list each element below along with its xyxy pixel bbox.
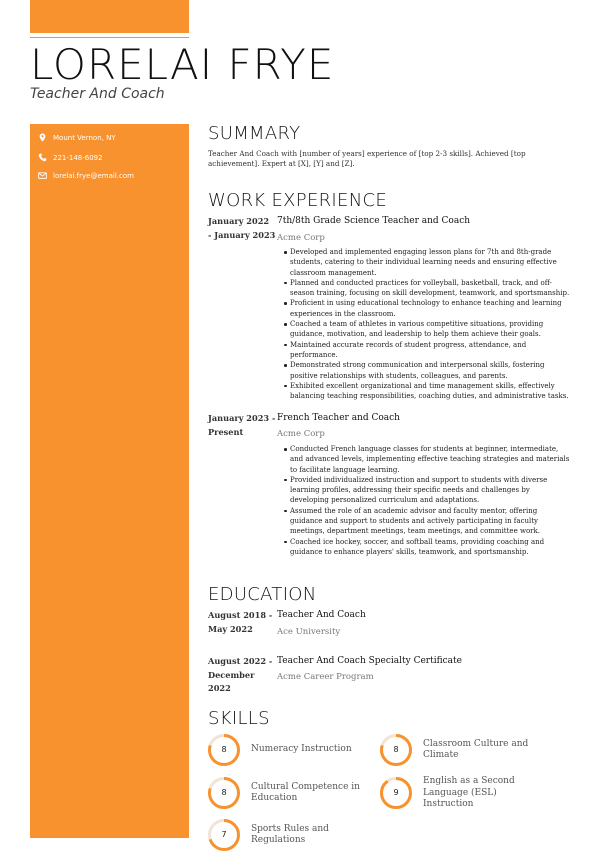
contact-phone-text: 221-148-6092 [53, 153, 103, 162]
education-date-end: December 2022 [208, 669, 255, 693]
job-date-start: January 2022 [208, 216, 270, 226]
header-accent-bar [30, 0, 189, 33]
contact-phone [38, 153, 103, 162]
job-date-end: Present [208, 426, 244, 437]
skill-rating-ring [379, 733, 413, 767]
skill-rating-ring [207, 733, 241, 767]
education-date [208, 655, 276, 696]
skill-rating: 8 [221, 745, 227, 754]
skill-rating: 9 [393, 788, 399, 798]
header-accent-line [30, 37, 189, 38]
summary-heading: SUMMARY [208, 123, 301, 144]
skill-name: Classroom Culture and Climate [423, 738, 529, 760]
skill-item [379, 733, 543, 767]
skill-rating: 7 [221, 830, 227, 839]
job-title: 7th/8th Grade Science Teacher and Coach [277, 216, 471, 226]
contact-location [38, 133, 116, 142]
education-date-end: May 2022 [208, 623, 253, 634]
education-heading: EDUCATION [208, 584, 317, 605]
skill-item [379, 776, 543, 811]
contact-email-text[interactable]: lorelai.frye@email.com [53, 171, 134, 180]
summary-text: Teacher And Coach with [number of years] experience of [top 2-3 skills]. Achieved [top achievement]. Expert at [X], [Y] and [Z]. [208, 149, 526, 168]
skill-rating: 8 [393, 745, 399, 754]
job-bullet: Exhibited excellent organizational and time management skills, effectively balancing teaching responsibilities, coaching duties, and administrative tasks. [290, 381, 569, 401]
education-degree: Teacher And Coach Specialty Certificate [277, 656, 462, 666]
job-bullet: Proficient in using educational technology to enhance teaching and learning experiences in the classroom. [290, 298, 570, 319]
job-date-end: - January 2023 [208, 229, 276, 240]
candidate-role: Teacher And Coach [30, 86, 165, 102]
job-date-start: January 2023 - [208, 413, 276, 423]
skill-name: English as a Second Language (ESL) Instruction [423, 776, 515, 809]
envelope-icon [38, 171, 47, 180]
skills-heading: SKILLS [208, 708, 270, 729]
education-degree: Teacher And Coach [277, 610, 366, 620]
education-date [208, 609, 276, 636]
job-date [208, 412, 276, 439]
contact-location-text: Mount Vernon, NY [53, 133, 116, 142]
work-experience-heading: WORK EXPERIENCE [208, 190, 388, 211]
job-bullet: Assumed the role of an academic advisor and faculty mentor, offering guidance and support to students and actively participating in faculty meetings, department meetings, team meetings, and committee work. [290, 506, 570, 537]
job-bullet: Provided individualized instruction and support to students with diverse learning profiles, addressing their specific needs and challenges by developing personalized curriculum and adaptations. [290, 475, 570, 506]
job-bullet: Coached a team of athletes in various competitive situations, providing guidance, motivation, and leadership to help them achieve their goals. [290, 319, 570, 340]
skill-name: Numeracy Instruction [251, 744, 352, 755]
job-bullet: Demonstrated strong communication and interpersonal skills, fostering positive relationships with students, colleagues, and parents. [290, 360, 570, 381]
skill-rating-ring [207, 818, 241, 852]
job-bullet: Maintained accurate records of student progress, attendance, and performance. [290, 340, 570, 361]
education-school: Ace University [277, 627, 341, 637]
job-bullets [290, 247, 570, 401]
skill-item [207, 776, 371, 810]
skill-name: Cultural Competence in Education [251, 781, 360, 803]
sidebar [30, 124, 189, 838]
education-date-start: August 2018 - [208, 610, 273, 620]
candidate-name: LORELAI FRYE [30, 40, 335, 89]
education-date-start: August 2022 - [208, 656, 273, 666]
job-bullet: Conducted French language classes for students at beginner, intermediate, and advanced levels, implementing effective teaching strategies and materials to facilitate language learning. [290, 445, 570, 474]
skill-rating: 8 [221, 788, 227, 797]
job-title: French Teacher and Coach [277, 413, 400, 423]
skill-item [207, 818, 371, 852]
skill-rating-ring [207, 776, 241, 810]
job-date [208, 215, 276, 242]
job-bullet: Coached ice hockey, soccer, and softball teams, providing coaching and guidance to enhance players' skills, teamwork, and sportsmanship. [290, 537, 570, 558]
education-school: Acme Career Program [277, 672, 374, 682]
skill-name: Sports Rules and Regulations [251, 823, 329, 845]
job-bullet: Planned and conducted practices for volleyball, basketball, track, and off-season training, focusing on skill development, teamwork, and sportsmanship. [290, 278, 570, 298]
job-bullets [290, 444, 570, 557]
phone-icon [38, 153, 47, 162]
skill-rating-ring [379, 776, 413, 810]
job-bullet: Developed and implemented engaging lesson plans for 7th and 8th-grade students, catering to their individual learning needs and ensuring effective classroom management. [290, 247, 570, 278]
skill-item [207, 733, 371, 767]
location-pin-icon [38, 133, 47, 142]
job-company: Acme Corp [277, 429, 325, 439]
job-company: Acme Corp [277, 233, 325, 243]
contact-email[interactable] [38, 171, 134, 180]
